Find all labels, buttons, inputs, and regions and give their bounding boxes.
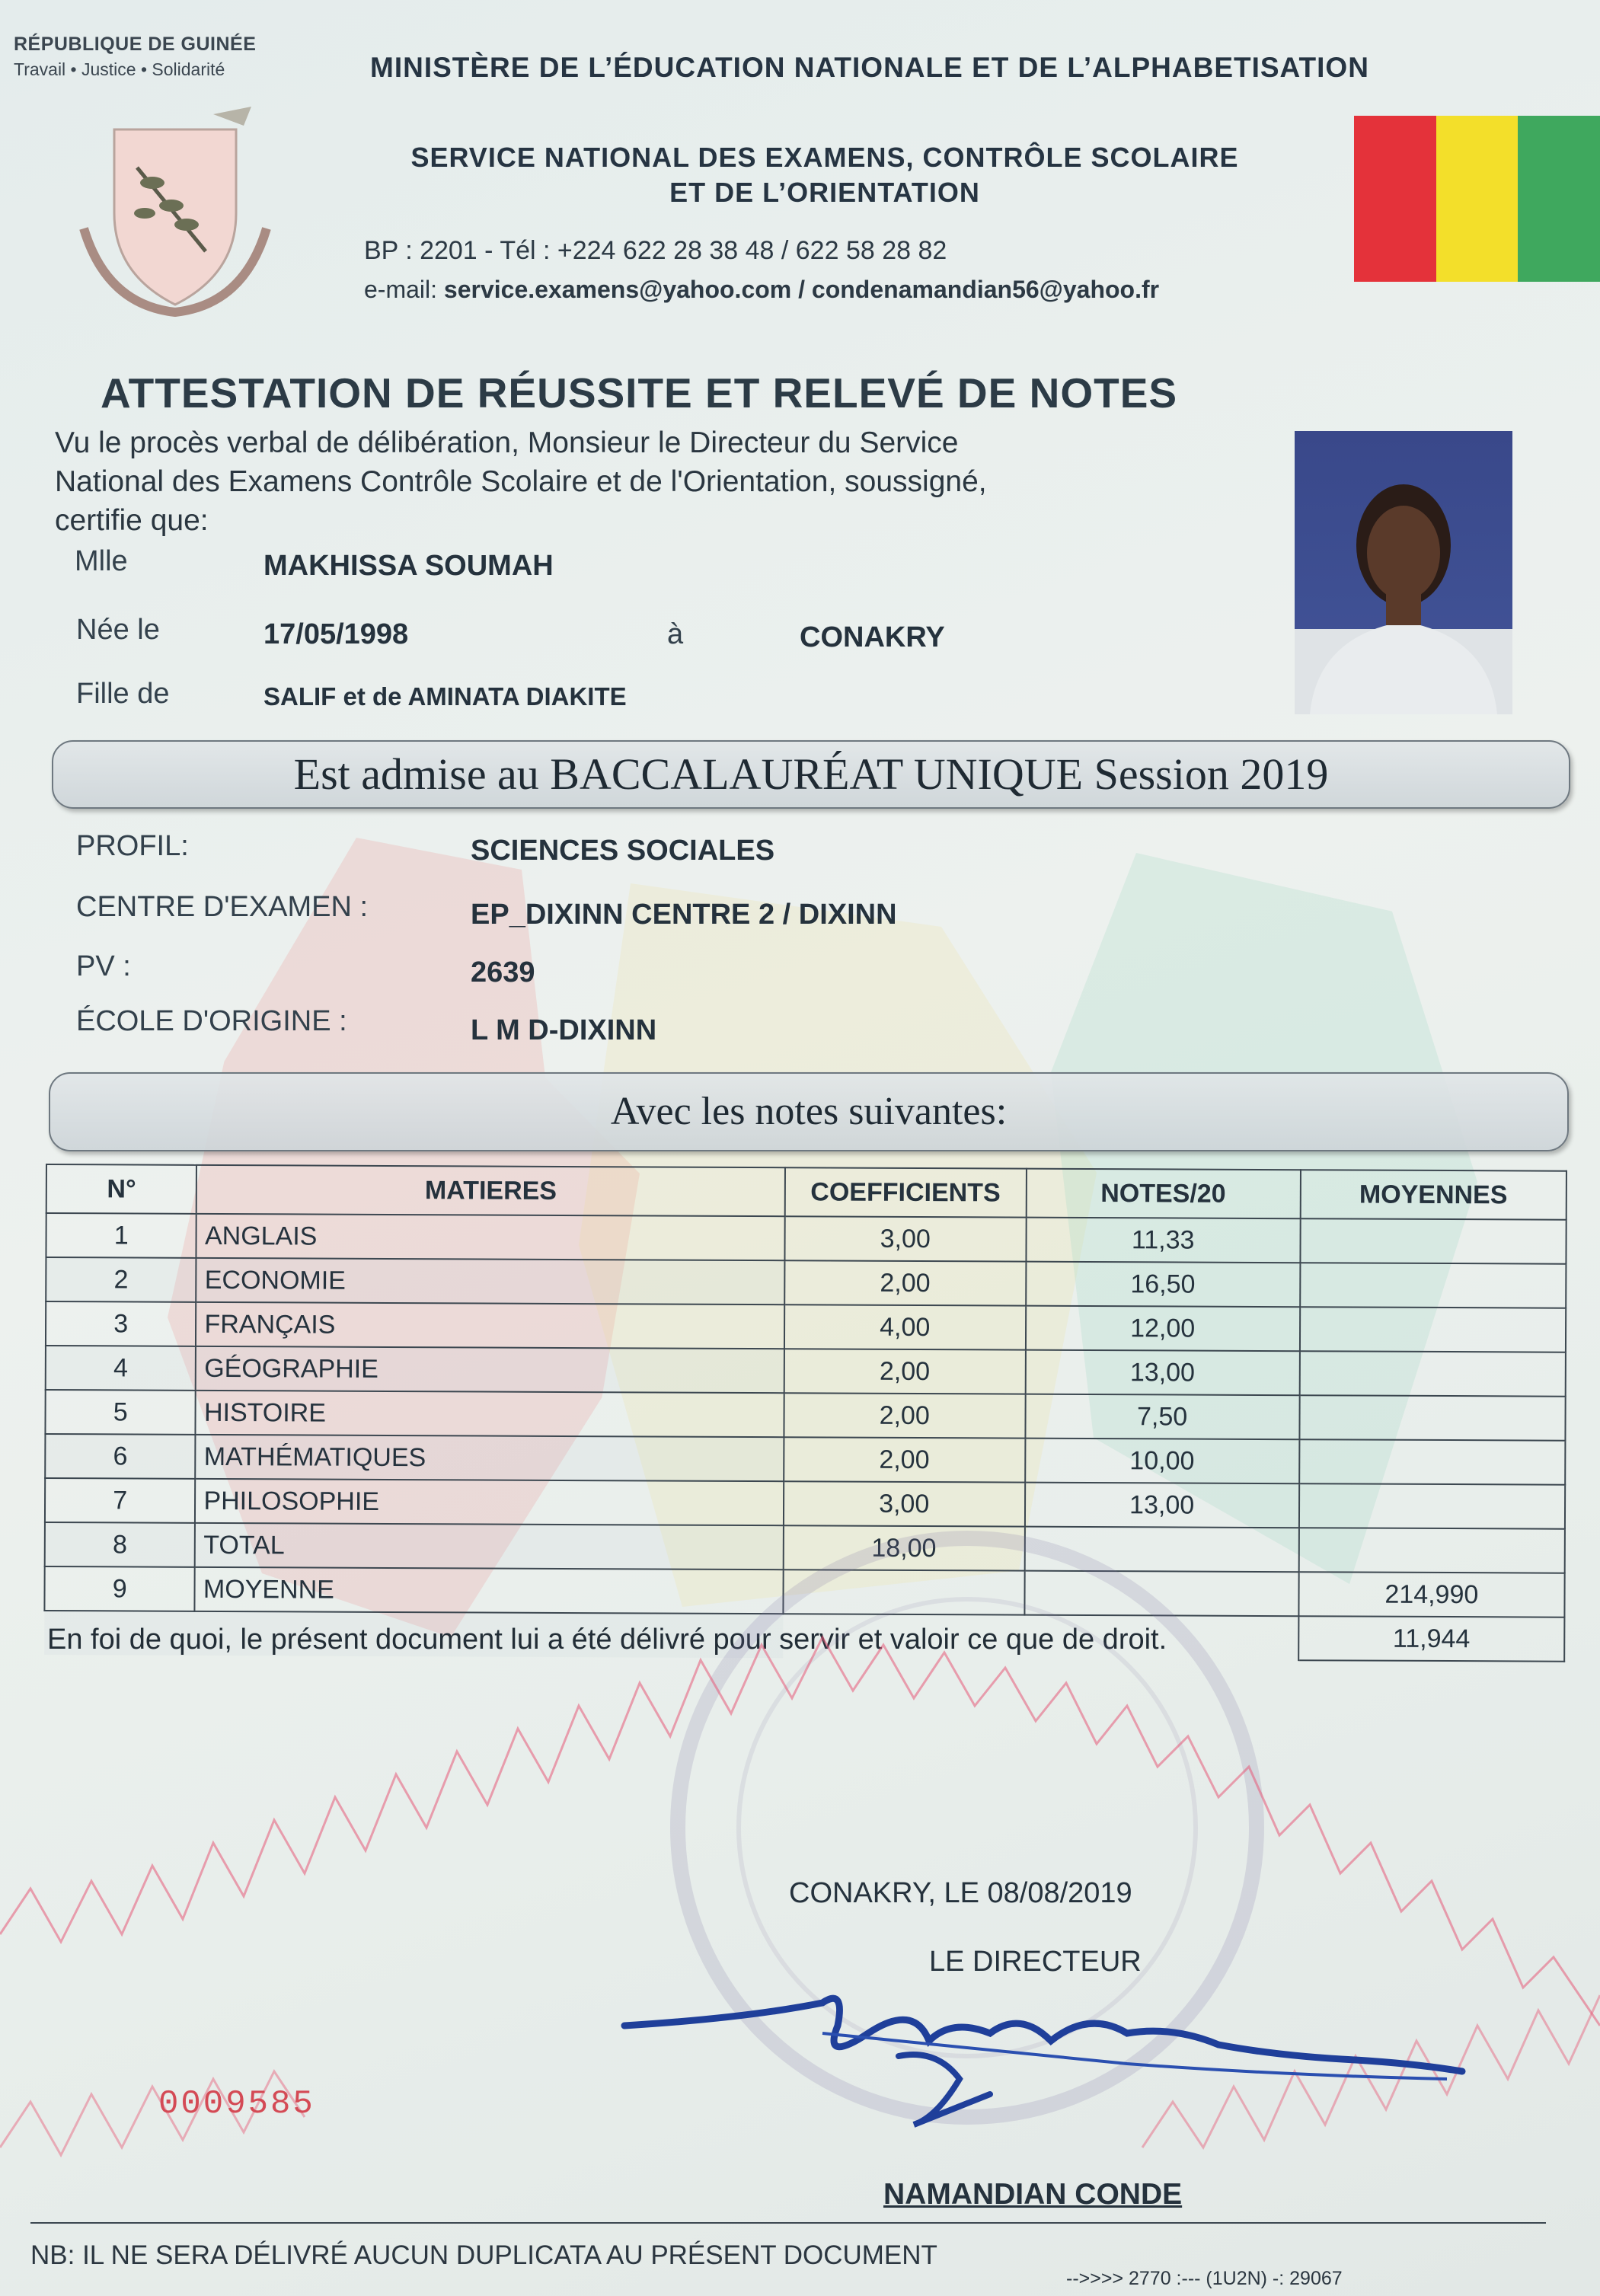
director-title: LE DIRECTEUR xyxy=(929,1946,1142,1978)
row-grade: 13,00 xyxy=(1024,1483,1298,1528)
flag-band-red xyxy=(1354,116,1436,282)
birth-at-label: à xyxy=(667,618,684,650)
row-grade: 12,00 xyxy=(1025,1306,1299,1352)
signer-name: NAMANDIAN CONDE xyxy=(883,2178,1183,2211)
row-subject: MOYENNE xyxy=(195,1567,784,1614)
service-name-line2: ET DE L’ORIENTATION xyxy=(669,177,980,208)
row-number: 2 xyxy=(46,1257,196,1302)
row-subject: MATHÉMATIQUES xyxy=(196,1435,784,1481)
row-grade: 13,00 xyxy=(1025,1350,1299,1396)
row-subject: GÉOGRAPHIE xyxy=(196,1346,784,1393)
row-number: 7 xyxy=(45,1478,196,1523)
row-average: 214,990 xyxy=(1298,1572,1565,1617)
candidate-photo xyxy=(1295,431,1512,714)
birth-date-label: Née le xyxy=(76,614,160,646)
row-number: 3 xyxy=(46,1301,196,1346)
flag-band-green xyxy=(1518,116,1600,282)
row-number: 9 xyxy=(44,1566,195,1611)
row-grade: 7,50 xyxy=(1025,1394,1299,1440)
row-number: 5 xyxy=(45,1390,196,1435)
row-average xyxy=(1299,1351,1566,1397)
row-subject: HISTOIRE xyxy=(196,1391,784,1437)
email-label: e-mail: xyxy=(364,276,444,303)
table-row xyxy=(45,1478,1565,1529)
intro-line-1: Vu le procès verbal de délibération, Monsieur le Directeur du Service xyxy=(55,426,959,459)
col-number: N° xyxy=(46,1164,197,1214)
ministry-name: MINISTÈRE DE L’ÉDUCATION NATIONALE ET DE L’ALPHABETISATION xyxy=(370,52,1369,83)
row-number: 4 xyxy=(46,1346,196,1391)
closing-statement: En foi de quoi, le présent document lui a été délivré pour servir et valoir ce que de droit. xyxy=(47,1624,1167,1656)
exam-center-label: CENTRE D'EXAMEN : xyxy=(76,891,369,923)
parents-names: SALIF et de AMINATA DIAKITE xyxy=(263,682,627,711)
guinea-flag xyxy=(1354,116,1600,282)
row-grade: 10,00 xyxy=(1025,1439,1299,1484)
exam-center-value: EP_DIXINN CENTRE 2 / DIXINN xyxy=(471,899,897,931)
birth-place: CONAKRY xyxy=(800,621,945,653)
table-row xyxy=(45,1434,1565,1485)
row-subject: TOTAL xyxy=(195,1523,784,1570)
director-signature xyxy=(594,1972,1477,2140)
grades-banner xyxy=(49,1072,1569,1151)
birth-date: 17/05/1998 xyxy=(263,618,409,650)
republic-title: RÉPUBLIQUE DE GUINÉE xyxy=(14,34,257,55)
civility-label: Mlle xyxy=(75,545,128,577)
profile-label: PROFIL: xyxy=(76,830,189,862)
footer-code: -->>>> 2770 :--- (1U2N) -: 29067 xyxy=(1066,2268,1343,2289)
row-coefficient: 3,00 xyxy=(784,1481,1025,1526)
flag-band-yellow xyxy=(1436,116,1519,282)
origin-school-value: L M D-DIXINN xyxy=(471,1014,657,1046)
row-coefficient: 2,00 xyxy=(784,1260,1026,1305)
row-grade: 16,50 xyxy=(1026,1262,1300,1308)
col-average: MOYENNES xyxy=(1300,1170,1566,1220)
row-subject: ANGLAIS xyxy=(196,1214,785,1260)
table-row xyxy=(46,1213,1566,1264)
row-coefficient: 2,00 xyxy=(784,1349,1025,1394)
row-coefficient: 4,00 xyxy=(784,1304,1026,1349)
row-coefficient: 3,00 xyxy=(784,1216,1026,1261)
table-header-row xyxy=(46,1164,1566,1220)
row-average: 11,944 xyxy=(1298,1616,1565,1662)
footer-note: NB: IL NE SERA DÉLIVRÉ AUCUN DUPLICATA AU PRÉSENT DOCUMENT xyxy=(30,2240,937,2270)
row-number: 1 xyxy=(46,1213,196,1258)
table-row xyxy=(46,1301,1566,1352)
col-subject: MATIERES xyxy=(196,1165,785,1216)
grades-intro: Avec les notes suivantes: xyxy=(610,1090,1008,1133)
footer-divider xyxy=(30,2222,1546,2224)
parents-label: Fille de xyxy=(76,678,170,710)
intro-line-3: certifie que: xyxy=(55,504,209,537)
row-average xyxy=(1299,1395,1566,1441)
row-grade: 11,33 xyxy=(1026,1218,1300,1263)
coat-of-arms-icon xyxy=(61,99,289,320)
row-average xyxy=(1299,1483,1566,1529)
table-row xyxy=(46,1257,1566,1308)
pv-label: PV : xyxy=(76,950,131,982)
contact-info: BP : 2201 - Tél : +224 622 28 38 48 / 622 58 28 82 xyxy=(364,236,947,265)
row-subject: PHILOSOPHIE xyxy=(195,1479,784,1525)
row-average xyxy=(1300,1218,1566,1264)
row-average xyxy=(1299,1439,1566,1485)
intro-line-2: National des Examens Contrôle Scolaire et de l'Orientation, soussigné, xyxy=(55,465,987,498)
row-coefficient: 18,00 xyxy=(783,1525,1024,1570)
origin-school-label: ÉCOLE D'ORIGINE : xyxy=(76,1005,347,1037)
email-value: service.examens@yahoo.com / condenamandian56@yahoo.fr xyxy=(443,276,1160,303)
place-and-date: CONAKRY, LE 08/08/2019 xyxy=(789,1877,1132,1909)
candidate-name: MAKHISSA SOUMAH xyxy=(263,550,554,582)
service-name-line1: SERVICE NATIONAL DES EXAMENS, CONTRÔLE SCOLAIRE xyxy=(410,142,1239,173)
republic-motto: Travail • Justice • Solidarité xyxy=(14,59,225,79)
document-title: ATTESTATION DE RÉUSSITE ET RELEVÉ DE NOTES xyxy=(101,369,1178,417)
admission-text: Est admise au BACCALAURÉAT UNIQUE Session 2019 xyxy=(293,749,1329,799)
candidate-portrait-icon xyxy=(1295,431,1512,714)
col-grade: NOTES/20 xyxy=(1026,1169,1300,1219)
row-coefficient: 2,00 xyxy=(784,1437,1025,1482)
intro-text xyxy=(55,423,1121,540)
admission-banner xyxy=(52,740,1570,809)
row-subject: FRANÇAIS xyxy=(196,1302,784,1349)
row-average xyxy=(1300,1263,1566,1308)
table-row xyxy=(45,1390,1565,1441)
serial-number: 0009585 xyxy=(158,2085,315,2123)
table-row xyxy=(46,1346,1566,1397)
pv-value: 2639 xyxy=(471,956,535,988)
email-line xyxy=(364,276,1159,304)
row-coefficient: 2,00 xyxy=(784,1393,1025,1438)
row-subject: ECONOMIE xyxy=(196,1258,785,1304)
profile-value: SCIENCES SOCIALES xyxy=(471,835,775,867)
row-number: 6 xyxy=(45,1434,196,1479)
col-coefficient: COEFFICIENTS xyxy=(784,1167,1026,1217)
row-number: 8 xyxy=(45,1522,196,1567)
row-average xyxy=(1300,1307,1566,1352)
